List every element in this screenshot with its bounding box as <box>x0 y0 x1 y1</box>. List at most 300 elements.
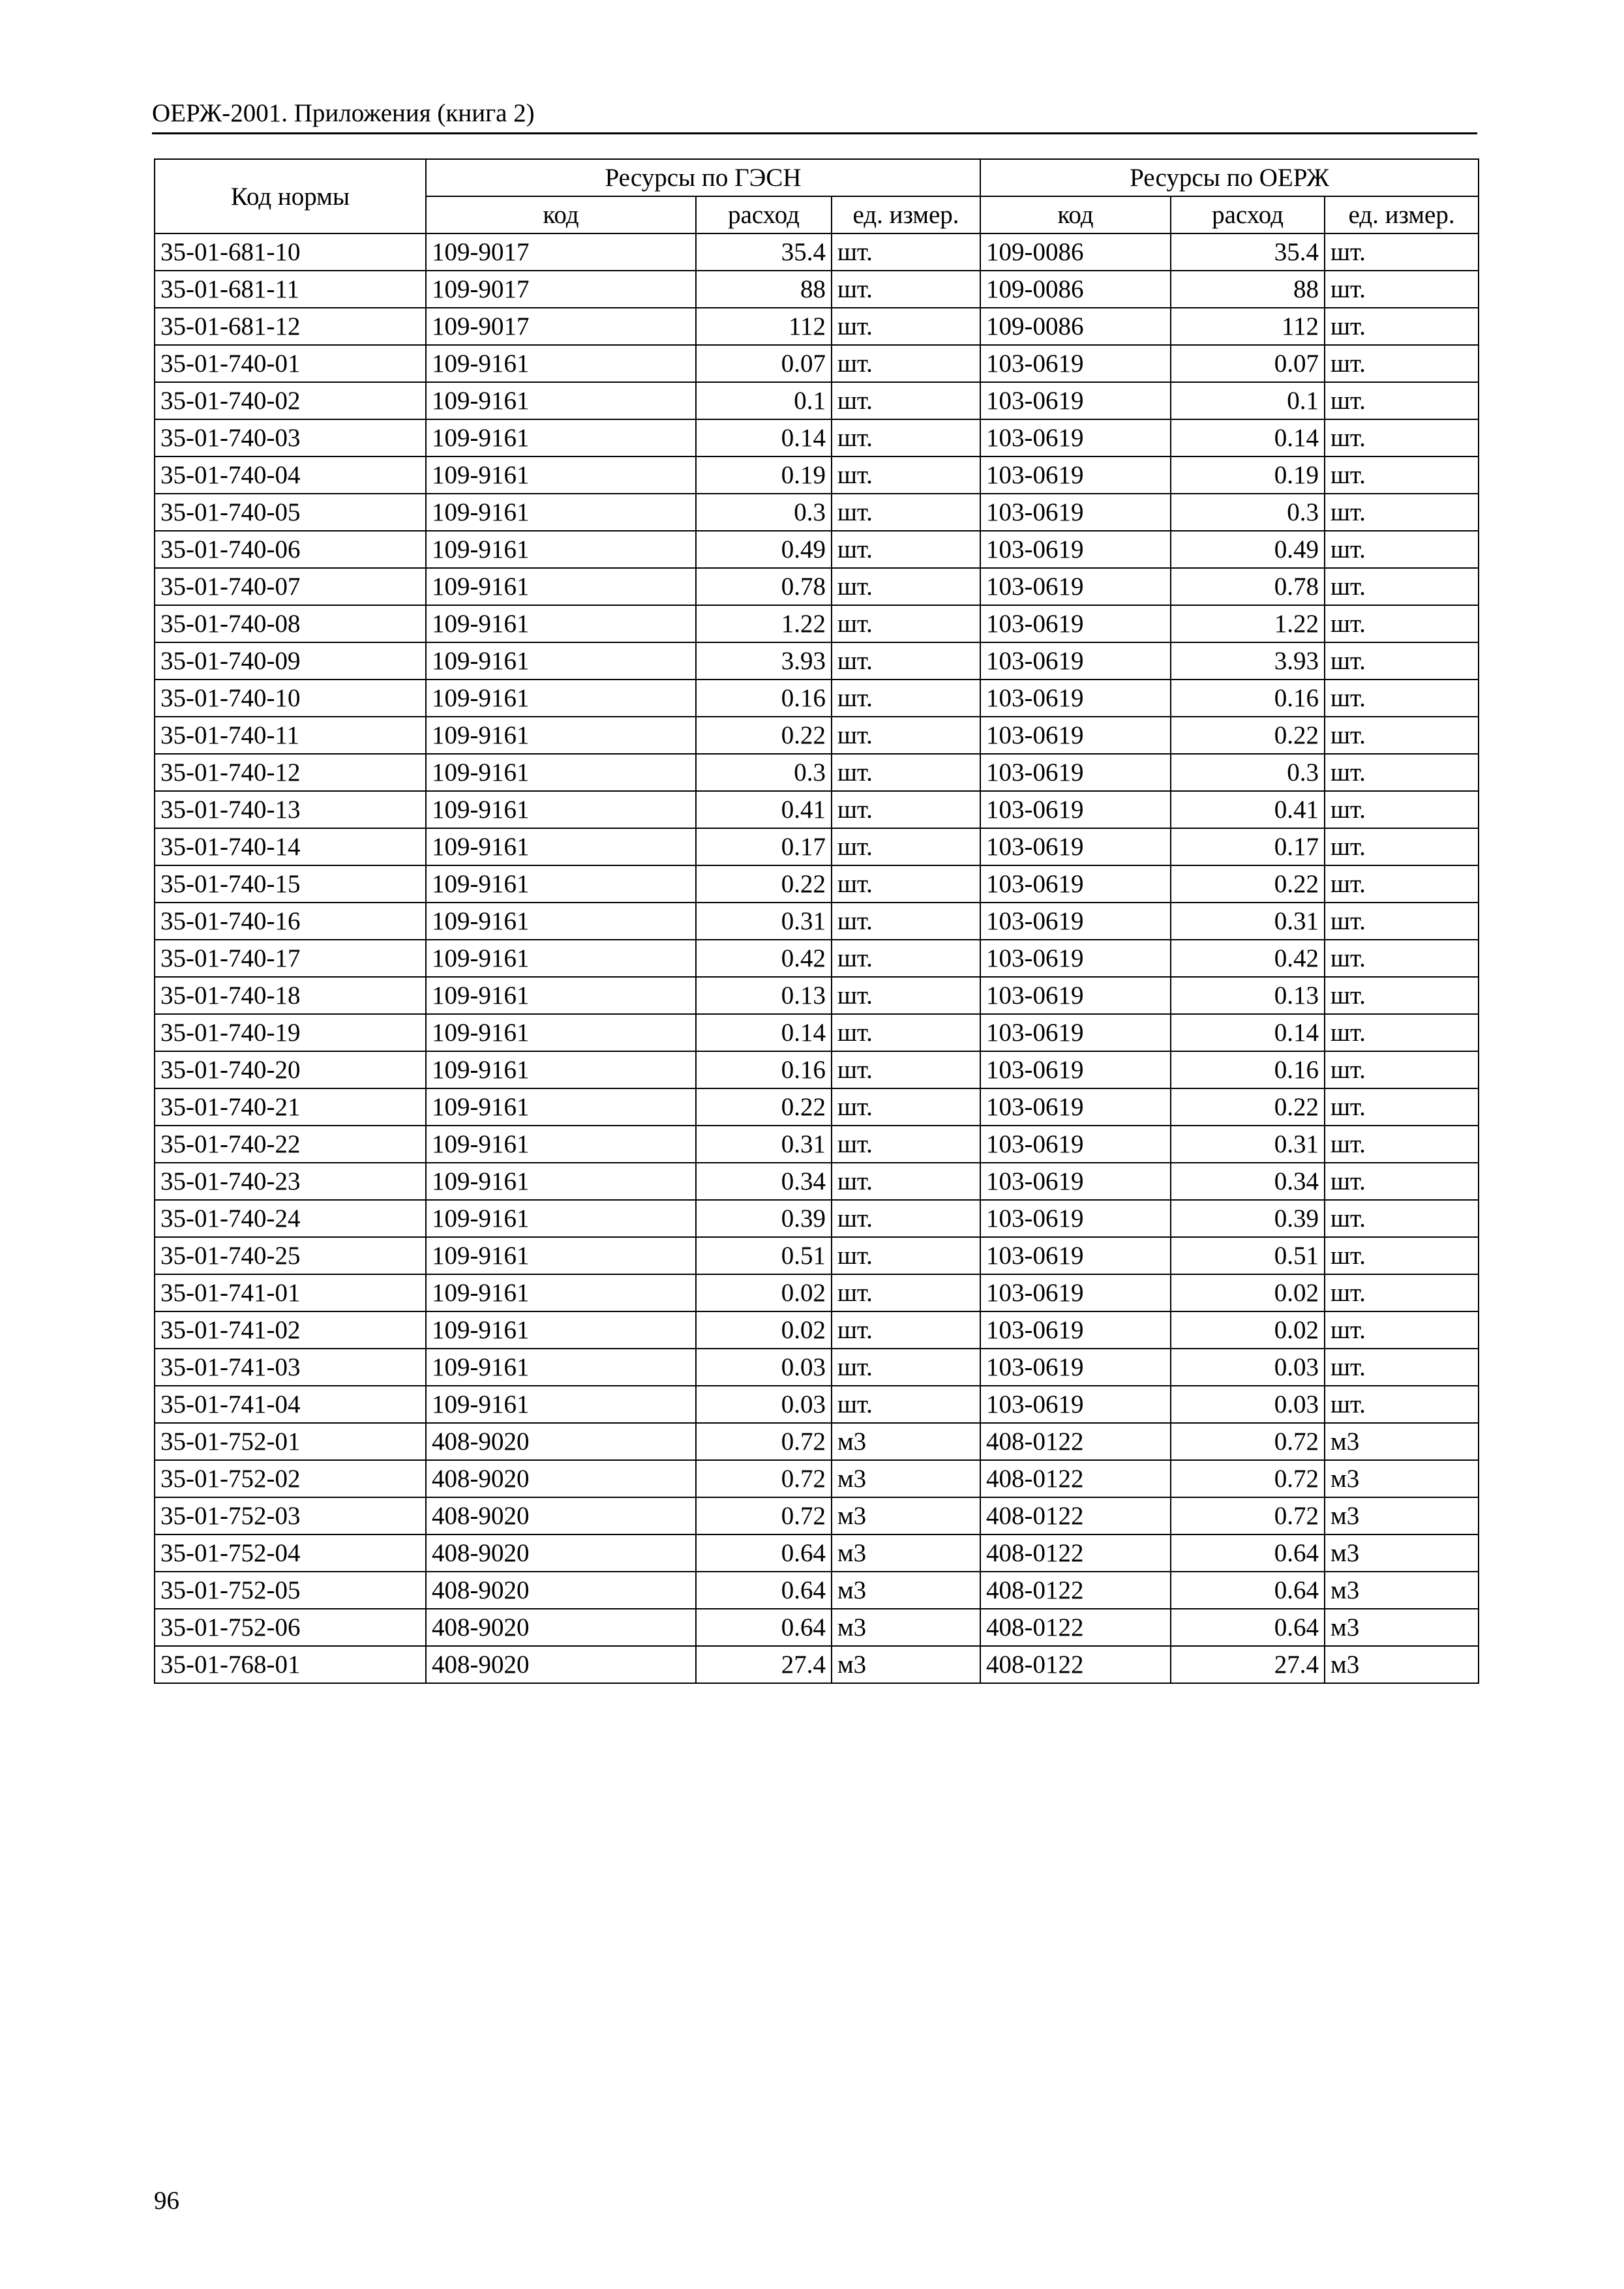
cell-oerzh-code: 109-0086 <box>980 271 1171 308</box>
cell-gesn-code: 109-9161 <box>426 1014 696 1051</box>
cell-oerzh-unit: шт. <box>1325 680 1479 717</box>
cell-oerzh-code: 103-0619 <box>980 828 1171 865</box>
cell-norm-code: 35-01-740-05 <box>155 494 426 531</box>
cell-norm-code: 35-01-741-02 <box>155 1311 426 1349</box>
cell-gesn-unit: шт. <box>832 233 980 271</box>
cell-oerzh-unit: шт. <box>1325 233 1479 271</box>
cell-oerzh-code: 103-0619 <box>980 1051 1171 1088</box>
cell-oerzh-code: 103-0619 <box>980 419 1171 456</box>
cell-oerzh-unit: шт. <box>1325 605 1479 642</box>
cell-oerzh-unit: шт. <box>1325 531 1479 568</box>
cell-norm-code: 35-01-752-06 <box>155 1609 426 1646</box>
cell-gesn-unit: м3 <box>832 1572 980 1609</box>
cell-norm-code: 35-01-740-11 <box>155 717 426 754</box>
cell-oerzh-code: 103-0619 <box>980 1088 1171 1126</box>
cell-gesn-code: 408-9020 <box>426 1572 696 1609</box>
cell-gesn-qty: 0.03 <box>696 1349 832 1386</box>
cell-oerzh-qty: 0.41 <box>1171 791 1325 828</box>
header-oerzh-unit: ед. измер. <box>1325 196 1479 233</box>
cell-oerzh-code: 103-0619 <box>980 642 1171 680</box>
cell-oerzh-qty: 0.14 <box>1171 419 1325 456</box>
cell-gesn-code: 408-9020 <box>426 1646 696 1683</box>
cell-oerzh-qty: 0.78 <box>1171 568 1325 605</box>
cell-oerzh-code: 103-0619 <box>980 531 1171 568</box>
cell-oerzh-code: 408-0122 <box>980 1646 1171 1683</box>
table-row <box>155 1349 1479 1386</box>
cell-norm-code: 35-01-741-03 <box>155 1349 426 1386</box>
cell-gesn-code: 109-9161 <box>426 1311 696 1349</box>
cell-oerzh-qty: 88 <box>1171 271 1325 308</box>
cell-oerzh-qty: 0.31 <box>1171 903 1325 940</box>
cell-oerzh-code: 103-0619 <box>980 754 1171 791</box>
cell-norm-code: 35-01-740-20 <box>155 1051 426 1088</box>
cell-oerzh-unit: шт. <box>1325 642 1479 680</box>
table-row <box>155 456 1479 494</box>
cell-gesn-qty: 0.02 <box>696 1274 832 1311</box>
cell-oerzh-qty: 0.42 <box>1171 940 1325 977</box>
cell-norm-code: 35-01-740-22 <box>155 1126 426 1163</box>
cell-gesn-unit: шт. <box>832 345 980 382</box>
cell-oerzh-qty: 0.22 <box>1171 1088 1325 1126</box>
cell-gesn-unit: шт. <box>832 1237 980 1274</box>
table-row <box>155 717 1479 754</box>
cell-gesn-unit: шт. <box>832 903 980 940</box>
cell-gesn-unit: м3 <box>832 1460 980 1497</box>
cell-gesn-qty: 0.31 <box>696 1126 832 1163</box>
cell-gesn-unit: шт. <box>832 1163 980 1200</box>
cell-gesn-code: 109-9161 <box>426 717 696 754</box>
cell-gesn-unit: шт. <box>832 791 980 828</box>
cell-oerzh-code: 103-0619 <box>980 1014 1171 1051</box>
cell-oerzh-unit: шт. <box>1325 456 1479 494</box>
cell-norm-code: 35-01-740-17 <box>155 940 426 977</box>
header-oerzh-qty: расход <box>1171 196 1325 233</box>
cell-gesn-unit: шт. <box>832 308 980 345</box>
table-row <box>155 1423 1479 1460</box>
cell-oerzh-qty: 3.93 <box>1171 642 1325 680</box>
cell-oerzh-qty: 0.19 <box>1171 456 1325 494</box>
page-number: 96 <box>154 2187 179 2215</box>
cell-gesn-qty: 0.13 <box>696 977 832 1014</box>
table-row <box>155 828 1479 865</box>
cell-oerzh-code: 103-0619 <box>980 494 1171 531</box>
cell-oerzh-qty: 0.72 <box>1171 1497 1325 1534</box>
cell-norm-code: 35-01-740-07 <box>155 568 426 605</box>
cell-oerzh-unit: шт. <box>1325 1311 1479 1349</box>
cell-oerzh-code: 103-0619 <box>980 1386 1171 1423</box>
cell-gesn-unit: шт. <box>832 419 980 456</box>
table-row <box>155 1237 1479 1274</box>
cell-norm-code: 35-01-740-06 <box>155 531 426 568</box>
table-row <box>155 977 1479 1014</box>
cell-norm-code: 35-01-740-08 <box>155 605 426 642</box>
table-row <box>155 494 1479 531</box>
cell-oerzh-qty: 0.13 <box>1171 977 1325 1014</box>
cell-gesn-qty: 0.03 <box>696 1386 832 1423</box>
cell-oerzh-unit: шт. <box>1325 568 1479 605</box>
cell-oerzh-qty: 0.16 <box>1171 1051 1325 1088</box>
cell-gesn-qty: 0.49 <box>696 531 832 568</box>
cell-oerzh-code: 103-0619 <box>980 903 1171 940</box>
cell-gesn-code: 109-9161 <box>426 791 696 828</box>
cell-gesn-qty: 0.3 <box>696 494 832 531</box>
cell-gesn-qty: 0.17 <box>696 828 832 865</box>
header-rule <box>152 132 1477 134</box>
table-body <box>155 233 1479 1683</box>
cell-gesn-qty: 0.78 <box>696 568 832 605</box>
cell-gesn-code: 109-9161 <box>426 1386 696 1423</box>
table-row <box>155 903 1479 940</box>
cell-gesn-unit: шт. <box>832 1386 980 1423</box>
cell-oerzh-code: 103-0619 <box>980 1126 1171 1163</box>
cell-gesn-qty: 0.51 <box>696 1237 832 1274</box>
cell-gesn-unit: шт. <box>832 977 980 1014</box>
cell-gesn-code: 109-9161 <box>426 1274 696 1311</box>
cell-oerzh-unit: шт. <box>1325 754 1479 791</box>
cell-gesn-unit: шт. <box>832 1126 980 1163</box>
cell-norm-code: 35-01-752-03 <box>155 1497 426 1534</box>
table-row <box>155 680 1479 717</box>
cell-gesn-unit: шт. <box>832 1349 980 1386</box>
cell-gesn-unit: м3 <box>832 1646 980 1683</box>
cell-norm-code: 35-01-740-21 <box>155 1088 426 1126</box>
header-gesn-code: код <box>426 196 696 233</box>
cell-gesn-qty: 0.72 <box>696 1497 832 1534</box>
table-row <box>155 1274 1479 1311</box>
header-group-oerzh: Ресурсы по ОЕРЖ <box>980 159 1479 196</box>
table-row <box>155 642 1479 680</box>
cell-gesn-code: 109-9017 <box>426 308 696 345</box>
cell-oerzh-unit: м3 <box>1325 1572 1479 1609</box>
table-row <box>155 1497 1479 1534</box>
cell-oerzh-code: 408-0122 <box>980 1572 1171 1609</box>
cell-gesn-code: 109-9161 <box>426 1163 696 1200</box>
cell-oerzh-unit: шт. <box>1325 1200 1479 1237</box>
cell-gesn-code: 109-9161 <box>426 1237 696 1274</box>
cell-oerzh-unit: шт. <box>1325 903 1479 940</box>
cell-oerzh-code: 408-0122 <box>980 1460 1171 1497</box>
cell-norm-code: 35-01-740-10 <box>155 680 426 717</box>
cell-oerzh-code: 103-0619 <box>980 456 1171 494</box>
cell-gesn-qty: 35.4 <box>696 233 832 271</box>
table-row <box>155 1609 1479 1646</box>
cell-gesn-code: 109-9017 <box>426 233 696 271</box>
cell-norm-code: 35-01-741-04 <box>155 1386 426 1423</box>
cell-gesn-unit: м3 <box>832 1609 980 1646</box>
cell-gesn-unit: шт. <box>832 531 980 568</box>
cell-gesn-unit: шт. <box>832 605 980 642</box>
cell-gesn-qty: 112 <box>696 308 832 345</box>
cell-oerzh-qty: 0.51 <box>1171 1237 1325 1274</box>
cell-oerzh-qty: 27.4 <box>1171 1646 1325 1683</box>
cell-gesn-code: 109-9161 <box>426 1349 696 1386</box>
cell-oerzh-qty: 0.22 <box>1171 717 1325 754</box>
cell-oerzh-unit: шт. <box>1325 940 1479 977</box>
cell-gesn-code: 109-9161 <box>426 345 696 382</box>
cell-oerzh-unit: шт. <box>1325 791 1479 828</box>
cell-oerzh-code: 408-0122 <box>980 1497 1171 1534</box>
cell-oerzh-code: 103-0619 <box>980 717 1171 754</box>
cell-oerzh-unit: шт. <box>1325 419 1479 456</box>
cell-oerzh-unit: шт. <box>1325 1088 1479 1126</box>
table-row <box>155 754 1479 791</box>
cell-oerzh-unit: шт. <box>1325 1163 1479 1200</box>
cell-oerzh-unit: шт. <box>1325 977 1479 1014</box>
table-row <box>155 345 1479 382</box>
cell-oerzh-qty: 0.1 <box>1171 382 1325 419</box>
cell-norm-code: 35-01-740-25 <box>155 1237 426 1274</box>
cell-oerzh-unit: шт. <box>1325 1237 1479 1274</box>
cell-oerzh-qty: 0.3 <box>1171 494 1325 531</box>
table-row <box>155 1200 1479 1237</box>
table-row <box>155 1311 1479 1349</box>
cell-oerzh-code: 103-0619 <box>980 791 1171 828</box>
cell-gesn-qty: 0.3 <box>696 754 832 791</box>
cell-norm-code: 35-01-740-14 <box>155 828 426 865</box>
cell-gesn-code: 408-9020 <box>426 1460 696 1497</box>
header-gesn-unit: ед. измер. <box>832 196 980 233</box>
cell-gesn-unit: шт. <box>832 1088 980 1126</box>
cell-oerzh-qty: 0.14 <box>1171 1014 1325 1051</box>
cell-gesn-unit: шт. <box>832 1051 980 1088</box>
cell-gesn-code: 109-9161 <box>426 977 696 1014</box>
table-row <box>155 791 1479 828</box>
table-row <box>155 1088 1479 1126</box>
cell-oerzh-unit: шт. <box>1325 1349 1479 1386</box>
cell-oerzh-qty: 0.49 <box>1171 531 1325 568</box>
cell-gesn-qty: 0.72 <box>696 1423 832 1460</box>
cell-gesn-qty: 88 <box>696 271 832 308</box>
cell-oerzh-qty: 0.31 <box>1171 1126 1325 1163</box>
cell-gesn-unit: шт. <box>832 494 980 531</box>
cell-gesn-code: 109-9161 <box>426 642 696 680</box>
cell-gesn-code: 109-9161 <box>426 903 696 940</box>
cell-gesn-qty: 1.22 <box>696 605 832 642</box>
cell-gesn-code: 109-9161 <box>426 1200 696 1237</box>
cell-oerzh-unit: шт. <box>1325 308 1479 345</box>
cell-oerzh-qty: 112 <box>1171 308 1325 345</box>
cell-norm-code: 35-01-740-02 <box>155 382 426 419</box>
table-row <box>155 1460 1479 1497</box>
cell-gesn-qty: 0.07 <box>696 345 832 382</box>
cell-norm-code: 35-01-740-15 <box>155 865 426 903</box>
cell-gesn-qty: 0.1 <box>696 382 832 419</box>
cell-oerzh-qty: 0.03 <box>1171 1349 1325 1386</box>
table-header <box>155 159 1479 233</box>
cell-gesn-unit: шт. <box>832 754 980 791</box>
cell-oerzh-code: 103-0619 <box>980 1349 1171 1386</box>
cell-oerzh-qty: 0.22 <box>1171 865 1325 903</box>
cell-oerzh-unit: м3 <box>1325 1460 1479 1497</box>
cell-oerzh-qty: 0.72 <box>1171 1460 1325 1497</box>
cell-norm-code: 35-01-752-01 <box>155 1423 426 1460</box>
cell-gesn-qty: 0.64 <box>696 1572 832 1609</box>
cell-oerzh-qty: 0.07 <box>1171 345 1325 382</box>
cell-gesn-unit: шт. <box>832 865 980 903</box>
cell-norm-code: 35-01-740-23 <box>155 1163 426 1200</box>
cell-norm-code: 35-01-752-05 <box>155 1572 426 1609</box>
cell-oerzh-code: 103-0619 <box>980 1200 1171 1237</box>
cell-oerzh-code: 109-0086 <box>980 233 1171 271</box>
cell-oerzh-code: 103-0619 <box>980 345 1171 382</box>
table-row <box>155 271 1479 308</box>
cell-oerzh-code: 408-0122 <box>980 1609 1171 1646</box>
cell-oerzh-code: 408-0122 <box>980 1423 1171 1460</box>
cell-oerzh-code: 103-0619 <box>980 1163 1171 1200</box>
table-row <box>155 1051 1479 1088</box>
cell-norm-code: 35-01-740-16 <box>155 903 426 940</box>
cell-gesn-code: 109-9161 <box>426 456 696 494</box>
cell-norm-code: 35-01-752-04 <box>155 1534 426 1572</box>
cell-gesn-code: 109-9161 <box>426 531 696 568</box>
cell-gesn-qty: 0.22 <box>696 865 832 903</box>
table-row <box>155 940 1479 977</box>
cell-norm-code: 35-01-681-10 <box>155 233 426 271</box>
cell-oerzh-code: 103-0619 <box>980 977 1171 1014</box>
cell-oerzh-unit: м3 <box>1325 1497 1479 1534</box>
cell-norm-code: 35-01-740-04 <box>155 456 426 494</box>
page-header-title: ОЕРЖ-2001. Приложения (книга 2) <box>152 99 535 127</box>
header-oerzh-code: код <box>980 196 1171 233</box>
cell-gesn-code: 408-9020 <box>426 1497 696 1534</box>
cell-oerzh-qty: 0.03 <box>1171 1386 1325 1423</box>
cell-oerzh-unit: шт. <box>1325 717 1479 754</box>
cell-oerzh-unit: шт. <box>1325 345 1479 382</box>
table-row <box>155 1646 1479 1683</box>
cell-norm-code: 35-01-740-24 <box>155 1200 426 1237</box>
cell-gesn-code: 109-9161 <box>426 865 696 903</box>
cell-oerzh-code: 103-0619 <box>980 568 1171 605</box>
cell-gesn-unit: м3 <box>832 1423 980 1460</box>
cell-norm-code: 35-01-740-13 <box>155 791 426 828</box>
table-row <box>155 1014 1479 1051</box>
cell-gesn-unit: шт. <box>832 1014 980 1051</box>
cell-norm-code: 35-01-752-02 <box>155 1460 426 1497</box>
table-row <box>155 419 1479 456</box>
cell-gesn-unit: м3 <box>832 1534 980 1572</box>
cell-oerzh-qty: 0.72 <box>1171 1423 1325 1460</box>
cell-gesn-unit: шт. <box>832 382 980 419</box>
cell-gesn-code: 109-9161 <box>426 680 696 717</box>
table-row <box>155 1386 1479 1423</box>
cell-oerzh-unit: шт. <box>1325 271 1479 308</box>
table-row <box>155 382 1479 419</box>
cell-gesn-code: 109-9161 <box>426 940 696 977</box>
cell-norm-code: 35-01-740-19 <box>155 1014 426 1051</box>
cell-norm-code: 35-01-740-03 <box>155 419 426 456</box>
cell-oerzh-unit: м3 <box>1325 1609 1479 1646</box>
cell-gesn-qty: 0.39 <box>696 1200 832 1237</box>
cell-gesn-code: 109-9161 <box>426 382 696 419</box>
cell-oerzh-qty: 0.64 <box>1171 1572 1325 1609</box>
cell-oerzh-qty: 0.16 <box>1171 680 1325 717</box>
cell-oerzh-code: 103-0619 <box>980 605 1171 642</box>
cell-oerzh-qty: 0.02 <box>1171 1311 1325 1349</box>
cell-oerzh-unit: шт. <box>1325 828 1479 865</box>
table-row <box>155 1534 1479 1572</box>
table-row <box>155 531 1479 568</box>
cell-oerzh-unit: шт. <box>1325 494 1479 531</box>
table-row <box>155 605 1479 642</box>
cell-gesn-code: 109-9161 <box>426 494 696 531</box>
cell-oerzh-unit: м3 <box>1325 1423 1479 1460</box>
cell-gesn-qty: 0.14 <box>696 1014 832 1051</box>
header-group-gesn: Ресурсы по ГЭСН <box>426 159 980 196</box>
cell-gesn-qty: 0.34 <box>696 1163 832 1200</box>
cell-oerzh-qty: 0.64 <box>1171 1534 1325 1572</box>
cell-gesn-code: 109-9161 <box>426 419 696 456</box>
cell-gesn-unit: шт. <box>832 456 980 494</box>
cell-gesn-unit: шт. <box>832 940 980 977</box>
table-row <box>155 1126 1479 1163</box>
cell-gesn-code: 109-9161 <box>426 1051 696 1088</box>
cell-gesn-code: 109-9161 <box>426 754 696 791</box>
cell-oerzh-unit: шт. <box>1325 1126 1479 1163</box>
table-row <box>155 233 1479 271</box>
cell-oerzh-code: 103-0619 <box>980 382 1171 419</box>
cell-gesn-code: 109-9161 <box>426 828 696 865</box>
cell-oerzh-qty: 35.4 <box>1171 233 1325 271</box>
cell-gesn-qty: 0.19 <box>696 456 832 494</box>
cell-norm-code: 35-01-768-01 <box>155 1646 426 1683</box>
cell-oerzh-unit: шт. <box>1325 382 1479 419</box>
cell-oerzh-code: 109-0086 <box>980 308 1171 345</box>
cell-oerzh-qty: 0.3 <box>1171 754 1325 791</box>
cell-gesn-unit: шт. <box>832 680 980 717</box>
cell-oerzh-qty: 0.02 <box>1171 1274 1325 1311</box>
cell-gesn-code: 408-9020 <box>426 1609 696 1646</box>
cell-oerzh-unit: м3 <box>1325 1534 1479 1572</box>
cell-gesn-qty: 0.22 <box>696 1088 832 1126</box>
resources-table <box>154 158 1479 1684</box>
cell-oerzh-code: 103-0619 <box>980 865 1171 903</box>
cell-gesn-unit: шт. <box>832 1311 980 1349</box>
cell-oerzh-qty: 0.39 <box>1171 1200 1325 1237</box>
cell-gesn-code: 408-9020 <box>426 1423 696 1460</box>
cell-oerzh-code: 103-0619 <box>980 1237 1171 1274</box>
cell-gesn-qty: 0.41 <box>696 791 832 828</box>
cell-gesn-code: 109-9161 <box>426 568 696 605</box>
cell-norm-code: 35-01-681-12 <box>155 308 426 345</box>
cell-norm-code: 35-01-740-18 <box>155 977 426 1014</box>
cell-gesn-unit: шт. <box>832 717 980 754</box>
cell-gesn-unit: шт. <box>832 568 980 605</box>
cell-oerzh-unit: шт. <box>1325 865 1479 903</box>
cell-oerzh-qty: 0.34 <box>1171 1163 1325 1200</box>
table-row <box>155 308 1479 345</box>
table-row <box>155 1572 1479 1609</box>
cell-oerzh-qty: 0.64 <box>1171 1609 1325 1646</box>
cell-gesn-qty: 27.4 <box>696 1646 832 1683</box>
cell-oerzh-code: 408-0122 <box>980 1534 1171 1572</box>
header-gesn-qty: расход <box>696 196 832 233</box>
header-norm-code: Код нормы <box>155 159 426 233</box>
cell-gesn-unit: м3 <box>832 1497 980 1534</box>
cell-gesn-code: 408-9020 <box>426 1534 696 1572</box>
cell-gesn-code: 109-9161 <box>426 605 696 642</box>
cell-norm-code: 35-01-740-09 <box>155 642 426 680</box>
table-row <box>155 568 1479 605</box>
cell-oerzh-unit: шт. <box>1325 1386 1479 1423</box>
cell-oerzh-code: 103-0619 <box>980 680 1171 717</box>
cell-gesn-qty: 0.64 <box>696 1534 832 1572</box>
cell-norm-code: 35-01-740-01 <box>155 345 426 382</box>
cell-oerzh-code: 103-0619 <box>980 1311 1171 1349</box>
cell-norm-code: 35-01-741-01 <box>155 1274 426 1311</box>
table-row <box>155 865 1479 903</box>
table-row <box>155 1163 1479 1200</box>
cell-gesn-qty: 0.14 <box>696 419 832 456</box>
